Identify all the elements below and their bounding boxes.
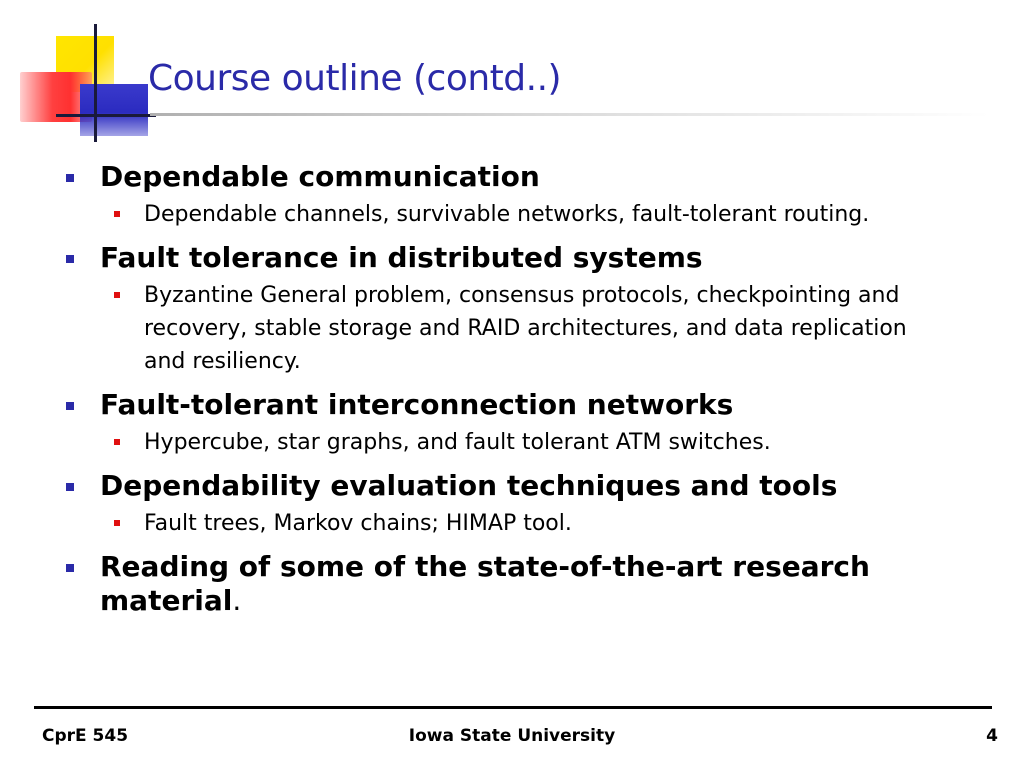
topic-item <box>62 160 982 194</box>
logo-blue-square <box>80 84 148 136</box>
sub-item-text: Hypercube, star graphs, and fault tolerant ATM switches. <box>144 430 771 455</box>
logo-horizontal-line <box>56 114 156 117</box>
title-underline <box>150 113 990 116</box>
footer-institution: Iowa State University <box>408 726 616 746</box>
topic-heading-suffix: . <box>232 584 242 617</box>
footer-course: CprE 545 <box>42 726 129 746</box>
topic-item <box>62 550 982 618</box>
square-bullet-icon <box>66 402 74 410</box>
small-square-bullet-icon <box>114 211 120 217</box>
topic-item <box>62 241 982 275</box>
topic-heading: Fault tolerance in distributed systems <box>100 241 703 274</box>
topic-heading: Dependability evaluation techniques and tools <box>100 469 838 502</box>
sub-item <box>144 198 954 231</box>
small-square-bullet-icon <box>114 292 120 298</box>
small-square-bullet-icon <box>114 439 120 445</box>
sub-item <box>144 507 954 540</box>
topic-item <box>62 388 982 422</box>
footer-divider <box>34 706 992 709</box>
sub-item <box>144 279 954 378</box>
bullet-list <box>62 160 982 618</box>
topic-heading: Dependable communication <box>100 160 540 193</box>
square-bullet-icon <box>66 483 74 491</box>
square-bullet-icon <box>66 255 74 263</box>
square-bullet-icon <box>66 174 74 182</box>
sub-item <box>144 426 954 459</box>
footer-page-number: 4 <box>986 726 998 746</box>
sub-item-text: Byzantine General problem, consensus protocols, checkpointing and recovery, stable storage and RAID architectures, and data replication and resiliency. <box>144 283 907 374</box>
logo-vertical-line <box>94 24 97 142</box>
slide-title: Course outline (contd..) <box>148 58 562 99</box>
square-bullet-icon <box>66 564 74 572</box>
topic-item <box>62 469 982 503</box>
decorative-logo-icon <box>0 0 160 150</box>
sub-item-text: Fault trees, Markov chains; HIMAP tool. <box>144 511 572 536</box>
sub-item-text: Dependable channels, survivable networks, fault-tolerant routing. <box>144 202 870 227</box>
topic-heading: Fault-tolerant interconnection networks <box>100 388 734 421</box>
topic-heading: Reading of some of the state-of-the-art research material <box>100 550 870 617</box>
small-square-bullet-icon <box>114 520 120 526</box>
